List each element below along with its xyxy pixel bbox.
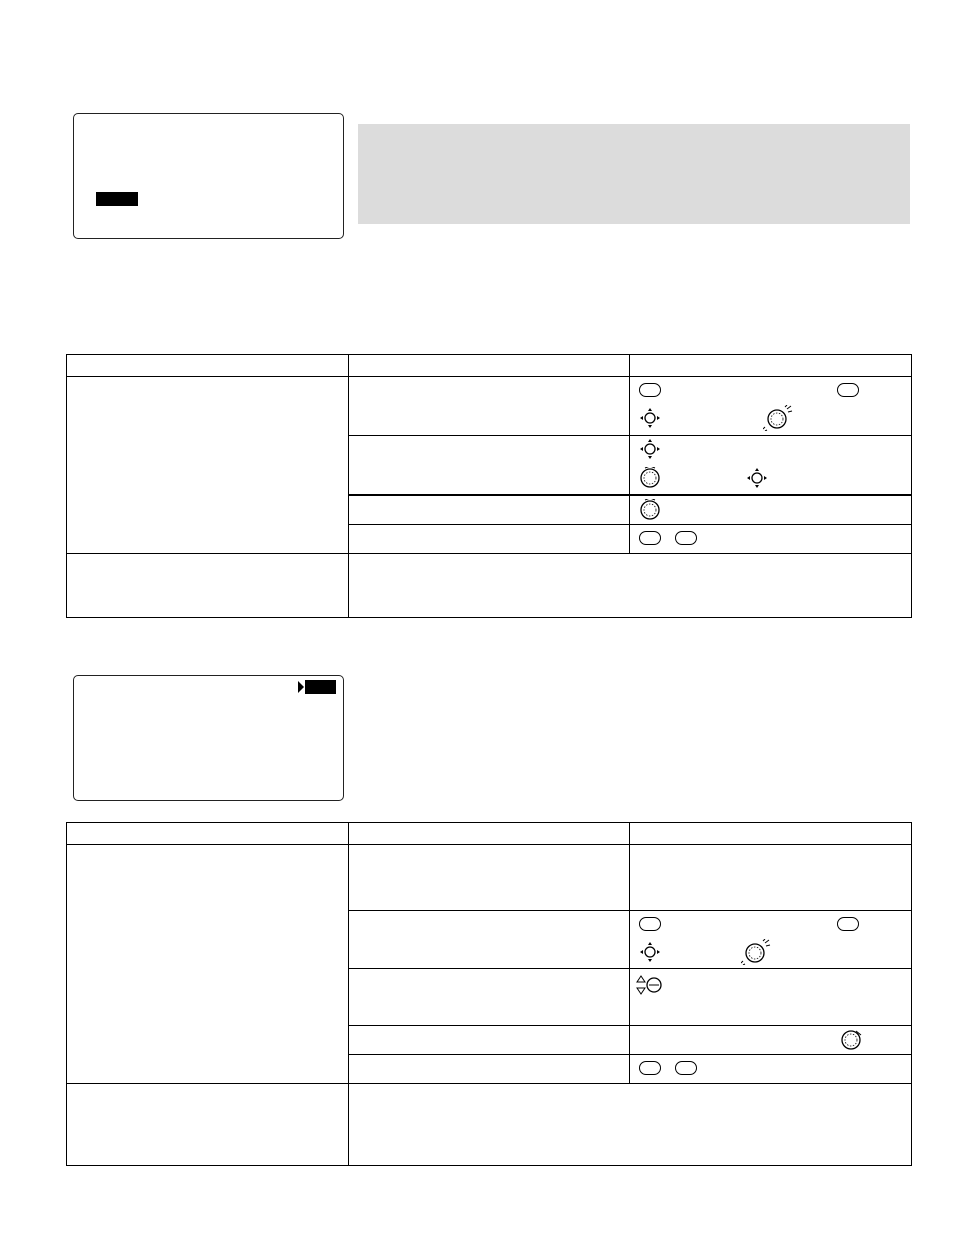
table2-step-4 [349, 1026, 630, 1055]
up-down-dial-icon[interactable] [636, 975, 664, 995]
mode-key-icon[interactable] [837, 383, 859, 397]
note-box [358, 124, 910, 224]
servo-test-value-bg[interactable] [305, 680, 336, 694]
dial-icon[interactable] [639, 499, 661, 521]
dial-icon[interactable] [840, 1029, 862, 1051]
table2-input-1 [630, 845, 912, 911]
dial-icon[interactable] [639, 467, 661, 489]
mode-key-icon[interactable] [837, 917, 859, 931]
table2-header-steps [349, 823, 630, 845]
cursor-pad-icon[interactable] [746, 467, 768, 489]
servo-lcd-screen [73, 675, 344, 801]
cursor-pad-icon[interactable] [639, 407, 661, 429]
end-key-icon[interactable] [675, 1061, 697, 1075]
mode-key-icon[interactable] [639, 383, 661, 397]
dial-press-icon[interactable] [741, 939, 771, 965]
subtrim-lcd-screen [73, 113, 344, 239]
table1-step-1 [349, 377, 630, 436]
table2-step-5 [349, 1055, 630, 1084]
subtrim-value-highlight [96, 192, 138, 206]
table1-step-2 [349, 436, 630, 496]
table1-input-2 [630, 436, 912, 496]
table2-input-5 [630, 1055, 912, 1084]
table2-input-2 [630, 911, 912, 969]
table2-input-3 [630, 969, 912, 1026]
table1-input-4 [630, 525, 912, 554]
table2-step-1 [349, 845, 630, 911]
table2-goal-cell [67, 845, 349, 1084]
table1-goal-cell [67, 377, 349, 554]
cursor-pad-icon[interactable] [639, 438, 661, 460]
table2-step-3 [349, 969, 630, 1026]
table1-footer-left [67, 554, 349, 618]
table1-header-inputs [630, 355, 912, 377]
end-key-icon[interactable] [639, 531, 661, 545]
servo-test-arrow-icon [298, 681, 304, 693]
end-key-icon[interactable] [675, 531, 697, 545]
table2-header-goal [67, 823, 349, 845]
mode-key-icon[interactable] [639, 917, 661, 931]
dial-press-icon[interactable] [763, 405, 793, 431]
table2-footer-right [349, 1084, 912, 1166]
table1-header-steps [349, 355, 630, 377]
subtrim-procedure-table [66, 354, 912, 618]
servo-lcd-svg [74, 676, 343, 800]
table1-input-3 [630, 495, 912, 525]
servo-procedure-table [66, 822, 912, 1166]
table2-step-2 [349, 911, 630, 969]
table2-footer-left [67, 1084, 349, 1166]
table1-step-4 [349, 525, 630, 554]
end-key-icon[interactable] [639, 1061, 661, 1075]
cursor-pad-icon[interactable] [639, 941, 661, 963]
table1-input-1 [630, 377, 912, 436]
table1-step-3 [349, 495, 630, 525]
table2-input-4 [630, 1026, 912, 1055]
subtrim-lcd-svg [74, 114, 343, 238]
table1-header-goal [67, 355, 349, 377]
table2-header-inputs [630, 823, 912, 845]
table1-footer-right [349, 554, 912, 618]
